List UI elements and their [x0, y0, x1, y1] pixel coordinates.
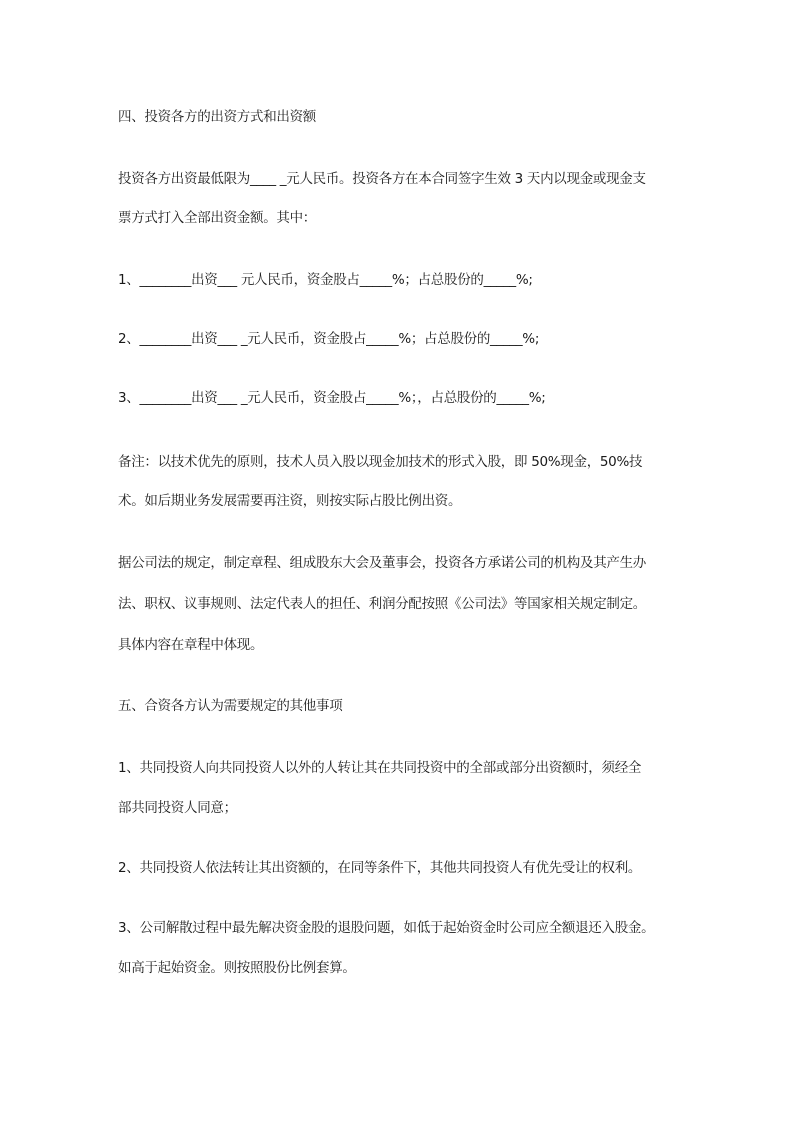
note-line-1: 备注：以技术优先的原则，技术人员入股以现金加技术的形式入股，即 50%现金，50%技	[118, 454, 643, 470]
other-item-1-line-2: 部共同投资人同意；	[118, 800, 237, 816]
company-law-line-1: 据公司法的规定，制定章程、组成股东大会及董事会，投资各方承诺公司的机构及其产生办	[118, 555, 646, 571]
company-law-line-2: 法、职权、议事规则、法定代表人的担任、利润分配按照《公司法》等国家相关规定制定。	[118, 596, 646, 612]
other-item-2: 2、共同投资人依法转让其出资额的，在同等条件下，其他共同投资人有优先受让的权利。	[118, 860, 642, 876]
section-4-intro-line-2: 票方式打入全部出资金额。其中：	[118, 210, 316, 226]
company-law-line-3: 具体内容在章程中体现。	[118, 637, 264, 653]
section-5-heading: 五、合资各方认为需要规定的其他事项	[118, 698, 343, 714]
contribution-item-3: 3、________出资___ _元人民币，资金股占_____%；，占总股份的_____%;	[118, 390, 546, 406]
note-line-2: 术。如后期业务发展需要再注资，则按实际占股比例出资。	[118, 493, 462, 509]
other-item-3-line-2: 如高于起始资金。则按照股份比例套算。	[118, 960, 356, 976]
other-item-1-line-1: 1、共同投资人向共同投资人以外的人转让其在共同投资中的全部或部分出资额时，须经全	[118, 760, 642, 776]
contribution-item-2: 2、________出资___ _元人民币，资金股占_____%；占总股份的_____%;	[118, 331, 540, 347]
section-4-heading: 四、投资各方的出资方式和出资额	[118, 109, 316, 125]
other-item-3-line-1: 3、公司解散过程中最先解决资金股的退股问题，如低于起始资金时公司应全额退还入股金。	[118, 920, 655, 936]
contribution-item-1: 1、________出资___ 元人民币，资金股占_____%；占总股份的_____%;	[118, 272, 533, 288]
section-4-intro-line-1: 投资各方出资最低限为____ _元人民币。投资各方在本合同签字生效 3 天内以现金或现金支	[118, 171, 646, 187]
